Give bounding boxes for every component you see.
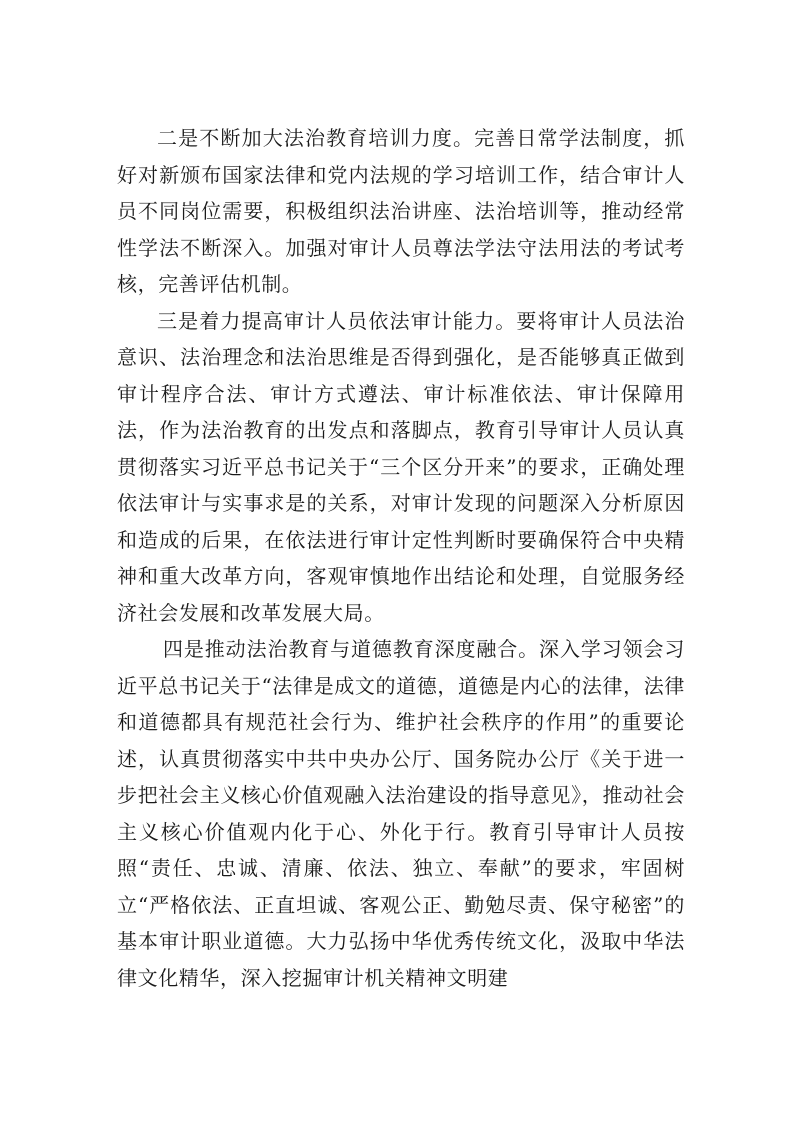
paragraph-audit-capability: 三是着力提高审计人员依法审计能力。要将审计人员法治意识、法治理念和法治思维是否得到强化，是否能够真正做到审计程序合法、审计方式遵法、审计标准依法、审计保障用法，作为法治教育的出发点和落脚点，教育引导审计人员认真贯彻落实习近平总书记关于“三个区分开来”的要求，正确处理依法审计与实事求是的关系，对审计发现的问题深入分析原因和造成的后果，在依法进行审计定性判断时要确保符合中央精神和重大改革方向，客观审慎地作出结论和处理，自觉服务经济社会发展和改革发展大局。 — [117, 308, 685, 625]
paragraph-moral-education: 四是推动法治教育与道德教育深度融合。深入学习领会习近平总书记关于“法律是成文的道德，道德是内心的法律，法律和道德都具有规范社会行为、维护社会秩序的作用”的重要论述，认真贯彻落实中共中央办公厅、国务院办公厅《关于进一步把社会主义核心价值观融入法治建设的指导意见》，推动社会主义核心价值观内化于心、外化于行。教育引导审计人员按照“责任、忠诚、清廉、依法、独立、奉献”的要求，牢固树立“严格依法、正直坦诚、客观公正、勤勉尽责、保守秘密”的基本审计职业道德。大力弘扬中华优秀传统文化，汲取中华法律文化精华，深入挖掘审计机关精神文明建 — [117, 637, 685, 990]
paragraph-training: 二是不断加大法治教育培训力度。完善日常学法制度，抓好对新颁布国家法律和党内法规的学习培训工作，结合审计人员不同岗位需要，积极组织法治讲座、法治培训等，推动经常性学法不断深入。加强对审计人员尊法学法守法用法的考试考核，完善评估机制。 — [117, 126, 685, 296]
document-body — [117, 120, 685, 996]
